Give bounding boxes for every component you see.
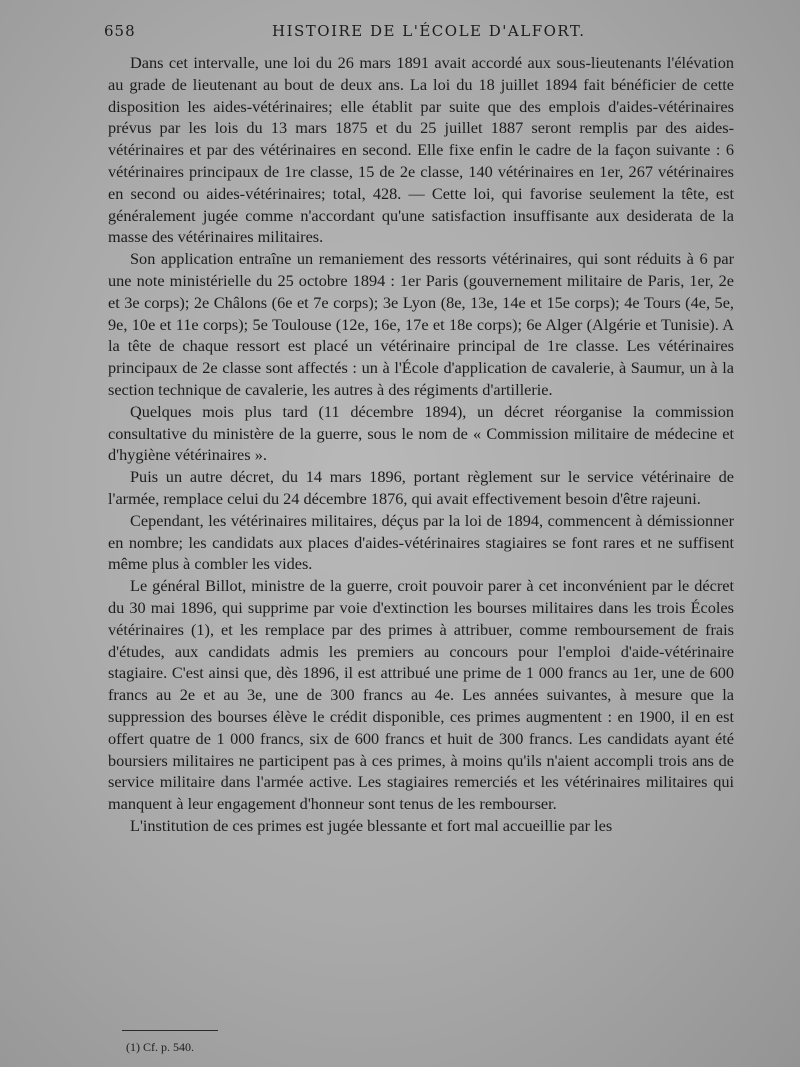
footnote: (1) Cf. p. 540. (126, 1040, 194, 1054)
footnote-divider (122, 1030, 218, 1031)
paragraph: Quelques mois plus tard (11 décembre 1894), un décret réorganise la commission consultative du ministère de la guerre, sous le nom de « Commission militaire de médecine et d'hygiène vétérinaires ». (108, 401, 734, 465)
running-title: HISTOIRE DE L'ÉCOLE D'ALFORT. (272, 22, 586, 40)
paragraph: Son application entraîne un remaniement des ressorts vétérinaires, qui sont réduits à 6 par une note ministérielle du 25 octobre 1894 : 1er Paris (gouvernement militaire de Paris, 1er, 2e et 3e corps); 2e Châlons (6e et 7e corps); 3e Lyon (8e, 13e, 14e et 15e corps); 4e Tours (4e, 5e, 9e, 10e et 11e corps); 5e Toulouse (12e, 16e, 17e et 18e corps); 6e Alger (Algérie et Tunisie). A la tête de chaque ressort est placé un vétérinaire principal de 1re classe. Les vétérinaires principaux de 2e classe sont affectés : un à l'École d'application de cavalerie, à Saumur, un à la section technique de cavalerie, les autres à des régiments d'artillerie. (108, 249, 734, 399)
page-number: 658 (104, 22, 136, 40)
paragraph: Cependant, les vétérinaires militaires, déçus par la loi de 1894, commencent à démissionner en nombre; les candidats aux places d'aides-vétérinaires stagiaires se font rares et ne suffisent même plus à combler les vides. (108, 510, 734, 574)
paragraph: L'institution de ces primes est jugée blessante et fort mal accueillie par les (130, 815, 613, 835)
paragraph: Le général Billot, ministre de la guerre, croit pouvoir parer à cet inconvénient par le décret du 30 mai 1896, qui supprime par voie d'extinction les bourses militaires dans les trois Écoles vétérinaires (1), et les remplace par des primes à attribuer, comme remboursement de frais d'études, aux candidats admis les premiers au concours pour l'emploi d'aide-vétérinaire stagiaire. C'est ainsi que, dès 1896, il est attribué une prime de 1 000 francs au 1er, une de 600 francs au 2e et au 3e, une de 300 francs au 4e. Les années suivantes, à mesure que la suppression des bourses élève le crédit disponible, ces primes augmentent : en 1900, il en est offert quatre de 1 000 francs, six de 600 francs et huit de 300 francs. Les candidats ayant été boursiers militaires ne participent pas à ces primes, à moins qu'ils n'aient accompli trois ans de service militaire dans l'armée active. Les stagiaires remerciés et les vétérinaires militaires qui manquent à leur engagement d'honneur sont tenus de les rembourser. (108, 576, 734, 814)
page-header (104, 22, 744, 44)
page-body (108, 52, 734, 837)
paragraph: Puis un autre décret, du 14 mars 1896, portant règlement sur le service vétérinaire de l'armée, remplace celui du 24 décembre 1876, qui avait effectivement besoin d'être rajeuni. (108, 467, 734, 508)
paragraph: Dans cet intervalle, une loi du 26 mars 1891 avait accordé aux sous-lieutenants l'élévation au grade de lieutenant au bout de deux ans. La loi du 18 juillet 1894 fait bénéficier de cette disposition les aides-vétérinaires; elle établit par suite que des emplois d'aides-vétérinaires prévus par les lois du 13 mars 1875 et du 25 juillet 1887 seront remplis par des aides-vétérinaires et par des vétérinaires en second. Elle fixe enfin le cadre de la façon suivante : 6 vétérinaires principaux de 1re classe, 15 de 2e classe, 140 vétérinaires en 1er, 267 vétérinaires en second ou aides-vétérinaires; total, 428. — Cette loi, qui favorise seulement la tête, est généralement jugée comme n'accordant qu'une satisfaction insuffisante aux desiderata de la masse des vétérinaires militaires. (108, 53, 734, 247)
